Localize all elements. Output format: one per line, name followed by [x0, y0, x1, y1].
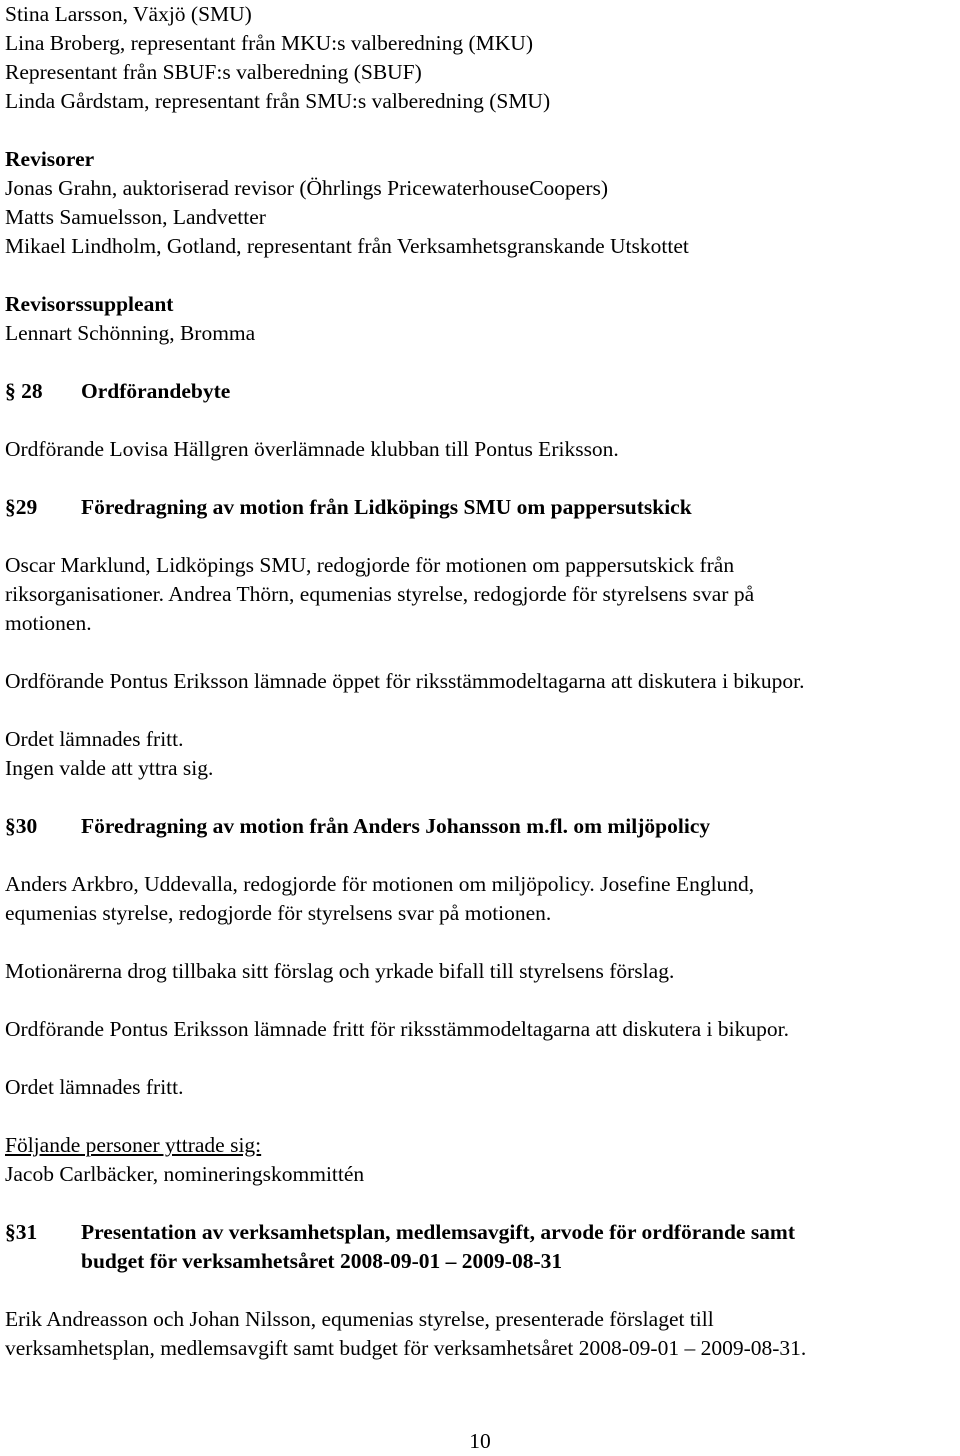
- paragraph: Ordförande Pontus Eriksson lämnade öppet för riksstämmodeltagarna att diskutera i bikupor.: [5, 669, 805, 693]
- spacer: [5, 841, 955, 870]
- paragraph: [5, 870, 955, 928]
- list-item: Lina Broberg, representant från MKU:s valberedning (MKU): [5, 31, 533, 55]
- section-30-heading: [5, 812, 955, 841]
- paragraph-line: motionen.: [5, 611, 92, 635]
- spacer: [5, 116, 955, 145]
- section-number-value: 28: [21, 379, 43, 403]
- list-item: Jonas Grahn, auktoriserad revisor (Öhrlings PricewaterhouseCoopers): [5, 176, 609, 200]
- list-item: Matts Samuelsson, Landvetter: [5, 205, 266, 229]
- section-number: [5, 1218, 81, 1247]
- section-31-heading: [5, 1218, 955, 1276]
- paragraph: [5, 551, 955, 638]
- paragraph-line: Ingen valde att yttra sig.: [5, 756, 214, 780]
- paragraph-line: riksorganisationer. Andrea Thörn, equmenias styrelse, redogjorde för styrelsens svar på: [5, 582, 755, 606]
- section-title-line: budget för verksamhetsåret 2008-09-01 – 2009-08-31: [81, 1249, 563, 1273]
- section-title-line: Presentation av verksamhetsplan, medlemsavgift, arvode för ordförande samt: [81, 1220, 796, 1244]
- spacer: [5, 1189, 955, 1218]
- paragraph: [5, 1305, 955, 1363]
- section-sign: §: [5, 814, 16, 838]
- section-number-value: 29: [15, 495, 38, 519]
- paragraph-line: Ordet lämnades fritt.: [5, 727, 184, 751]
- paragraph: Ordet lämnades fritt.: [5, 1075, 184, 1099]
- section-number: [5, 377, 81, 406]
- paragraph-line: Erik Andreasson och Johan Nilsson, equmenias styrelse, presenterade förslaget till: [5, 1307, 714, 1331]
- page-number: 10: [469, 1429, 491, 1453]
- spacer: [5, 783, 955, 812]
- section-29-heading: [5, 493, 955, 522]
- spacer: [5, 406, 955, 435]
- revisorssuppleant-block: [5, 290, 955, 348]
- top-name-list: [5, 0, 955, 116]
- section-number: [5, 493, 81, 522]
- section-sign: §: [5, 379, 16, 403]
- section-title: Föredragning av motion från Lidköpings SMU om pappersutskick: [81, 495, 692, 519]
- spacer: [5, 1044, 955, 1073]
- speakers-heading: Följande personer yttrade sig:: [5, 1133, 262, 1157]
- paragraph-line: verksamhetsplan, medlemsavgift samt budget för verksamhetsåret 2008-09-01 – 2009-08-31.: [5, 1336, 807, 1360]
- section-title: Föredragning av motion från Anders Johansson m.fl. om miljöpolicy: [81, 814, 711, 838]
- section-28-heading: [5, 377, 955, 406]
- spacer: [5, 261, 955, 290]
- paragraph-line: Oscar Marklund, Lidköpings SMU, redogjorde för motionen om pappersutskick från: [5, 553, 735, 577]
- section-number-value: 31: [15, 1220, 38, 1244]
- speaker-item: Jacob Carlbäcker, nomineringskommittén: [5, 1162, 365, 1186]
- list-item: Stina Larsson, Växjö (SMU): [5, 2, 252, 26]
- section-number-value: 30: [15, 814, 38, 838]
- list-item: Mikael Lindholm, Gotland, representant från Verksamhetsgranskande Utskottet: [5, 234, 689, 258]
- paragraph-line: Anders Arkbro, Uddevalla, redogjorde för motionen om miljöpolicy. Josefine Englund,: [5, 872, 755, 896]
- section-sign: §: [5, 495, 16, 519]
- spacer: [5, 1102, 955, 1131]
- list-item: Representant från SBUF:s valberedning (SBUF): [5, 60, 422, 84]
- section-title: [81, 1218, 795, 1276]
- paragraph: Ordförande Lovisa Hällgren överlämnade klubban till Pontus Eriksson.: [5, 437, 619, 461]
- revisorer-heading: Revisorer: [5, 147, 95, 171]
- revisorer-block: [5, 145, 955, 261]
- spacer: [5, 986, 955, 1015]
- spacer: [5, 638, 955, 667]
- revisorssuppleant-heading: Revisorssuppleant: [5, 292, 174, 316]
- section-sign: §: [5, 1220, 16, 1244]
- spacer: [5, 696, 955, 725]
- spacer: [5, 1276, 955, 1305]
- spacer: [5, 464, 955, 493]
- section-number: [5, 812, 81, 841]
- paragraph: [5, 725, 955, 783]
- spacer: [5, 348, 955, 377]
- paragraph: Motionärerna drog tillbaka sitt förslag och yrkade bifall till styrelsens förslag.: [5, 959, 675, 983]
- paragraph-line: equmenias styrelse, redogjorde för styrelsens svar på motionen.: [5, 901, 552, 925]
- spacer: [5, 928, 955, 957]
- list-item: Lennart Schönning, Bromma: [5, 321, 256, 345]
- list-item: Linda Gårdstam, representant från SMU:s valberedning (SMU): [5, 89, 551, 113]
- spacer: [5, 522, 955, 551]
- document-page: [5, 0, 955, 1363]
- section-title: Ordförandebyte: [81, 379, 231, 403]
- paragraph: Ordförande Pontus Eriksson lämnade fritt för riksstämmodeltagarna att diskutera i bikupor.: [5, 1017, 789, 1041]
